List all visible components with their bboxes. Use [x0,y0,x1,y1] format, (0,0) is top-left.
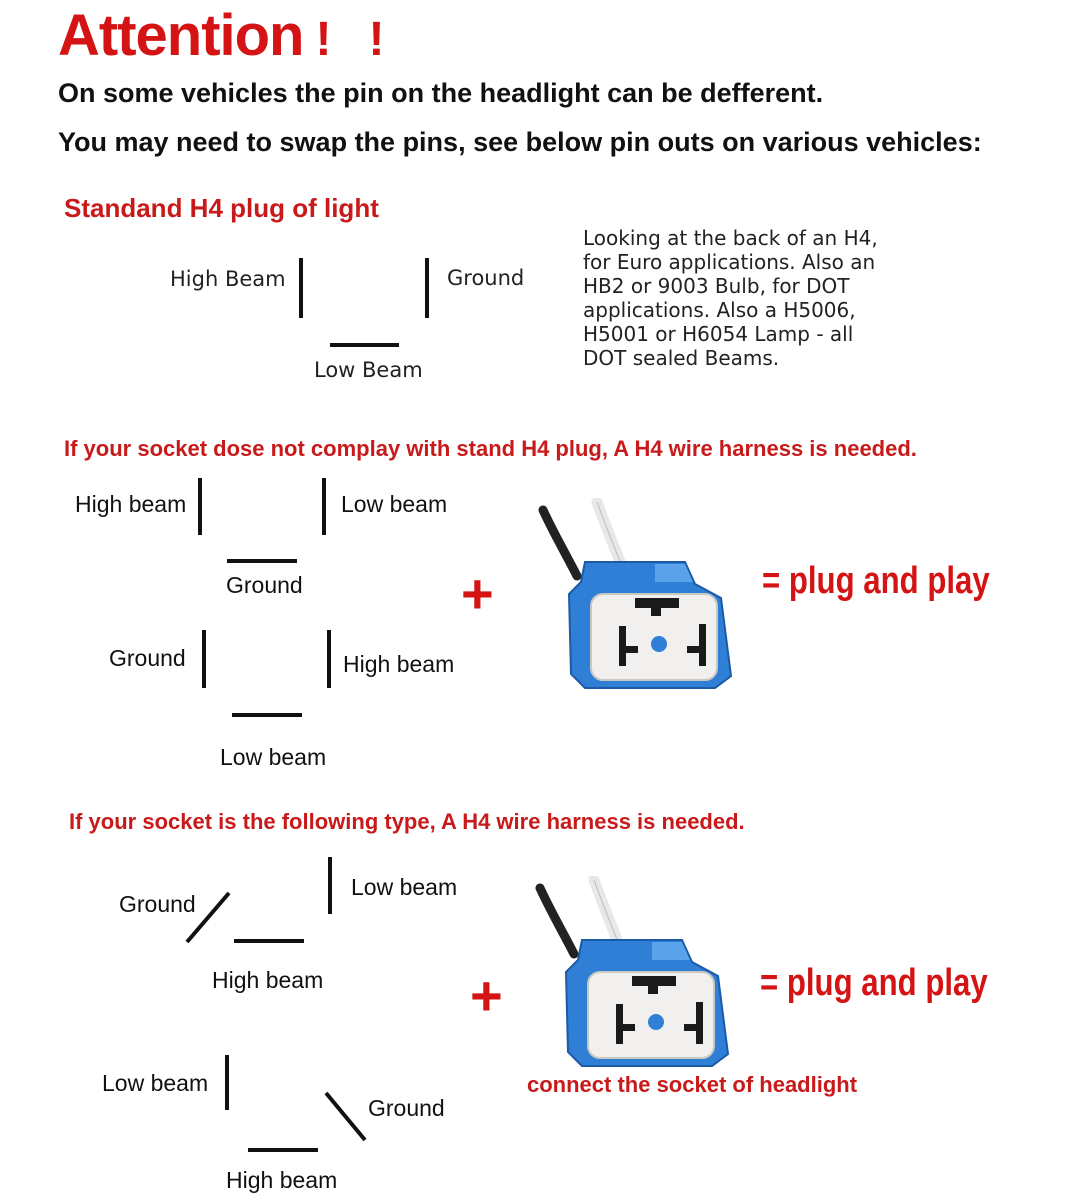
pin-bar-right [328,857,332,914]
section-heading-noncompliant: If your socket dose not complay with stand H4 plug, A H4 wire harness is needed. [64,436,917,461]
plug-and-play-label: = plug and play [762,560,990,602]
pin-label-right: High beam [343,651,455,677]
pin-label-right: Low beam [351,874,458,900]
intro-line-2: You may need to swap the pins, see below pin outs on various vehicles: [58,127,982,157]
title-text: Attention [58,3,304,68]
pin-label-left: Ground [109,645,186,671]
pin-bar-left [225,1055,229,1110]
plus-icon: + [461,562,494,625]
section-heading-standard: Standand H4 plug of light [64,193,379,223]
plus-icon: + [470,964,503,1027]
pin-bar-bottom [232,713,302,717]
pin-label-high: High Beam [170,267,286,291]
pin-label-bottom: High beam [226,1167,338,1193]
pin-bar-bottom [234,939,304,943]
exclamation-mark: ! [315,13,331,66]
attention-title [58,2,383,69]
connect-socket-caption: connect the socket of headlight [527,1072,858,1097]
h4-socket-connector-icon [535,498,745,694]
pin-bar-right [322,478,326,535]
pin-bar-ground [425,258,429,318]
pin-label-right: Ground [368,1095,445,1121]
pin-label-left: High beam [75,491,187,517]
pin-bar-diagonal [320,1088,372,1148]
pin-label-bottom: High beam [212,967,324,993]
pin-bar-bottom [227,559,297,563]
pin-bar-low [330,343,399,347]
pin-bar-right [327,630,331,688]
pin-label-low: Low Beam [314,358,423,382]
h4-socket-connector-icon [532,876,742,1072]
pin-label-left: Low beam [102,1070,209,1096]
pin-label-left: Ground [119,891,196,917]
pin-label-ground: Ground [447,266,525,290]
pin-label-bottom: Low beam [220,744,327,770]
exclamation-mark: ! [368,13,384,66]
pin-bar-high [299,258,303,318]
pin-bar-left [198,478,202,535]
pin-bar-left [202,630,206,688]
section-heading-alt-type: If your socket is the following type, A H4 wire harness is needed. [69,809,745,834]
application-note: Looking at the back of an H4, for Euro applications. Also an HB2 or 9003 Bulb, for DOT applications. Also a H5006, H5001 or H6054 Lamp - all DOT sealed Beams. [583,226,878,370]
intro-line-1: On some vehicles the pin on the headlight can be defferent. [58,78,824,108]
pin-bar-bottom [248,1148,318,1152]
pin-label-right: Low beam [341,491,448,517]
pin-label-bottom: Ground [226,572,303,598]
plug-and-play-label: = plug and play [760,962,988,1004]
pin-bar-diagonal [180,888,236,948]
